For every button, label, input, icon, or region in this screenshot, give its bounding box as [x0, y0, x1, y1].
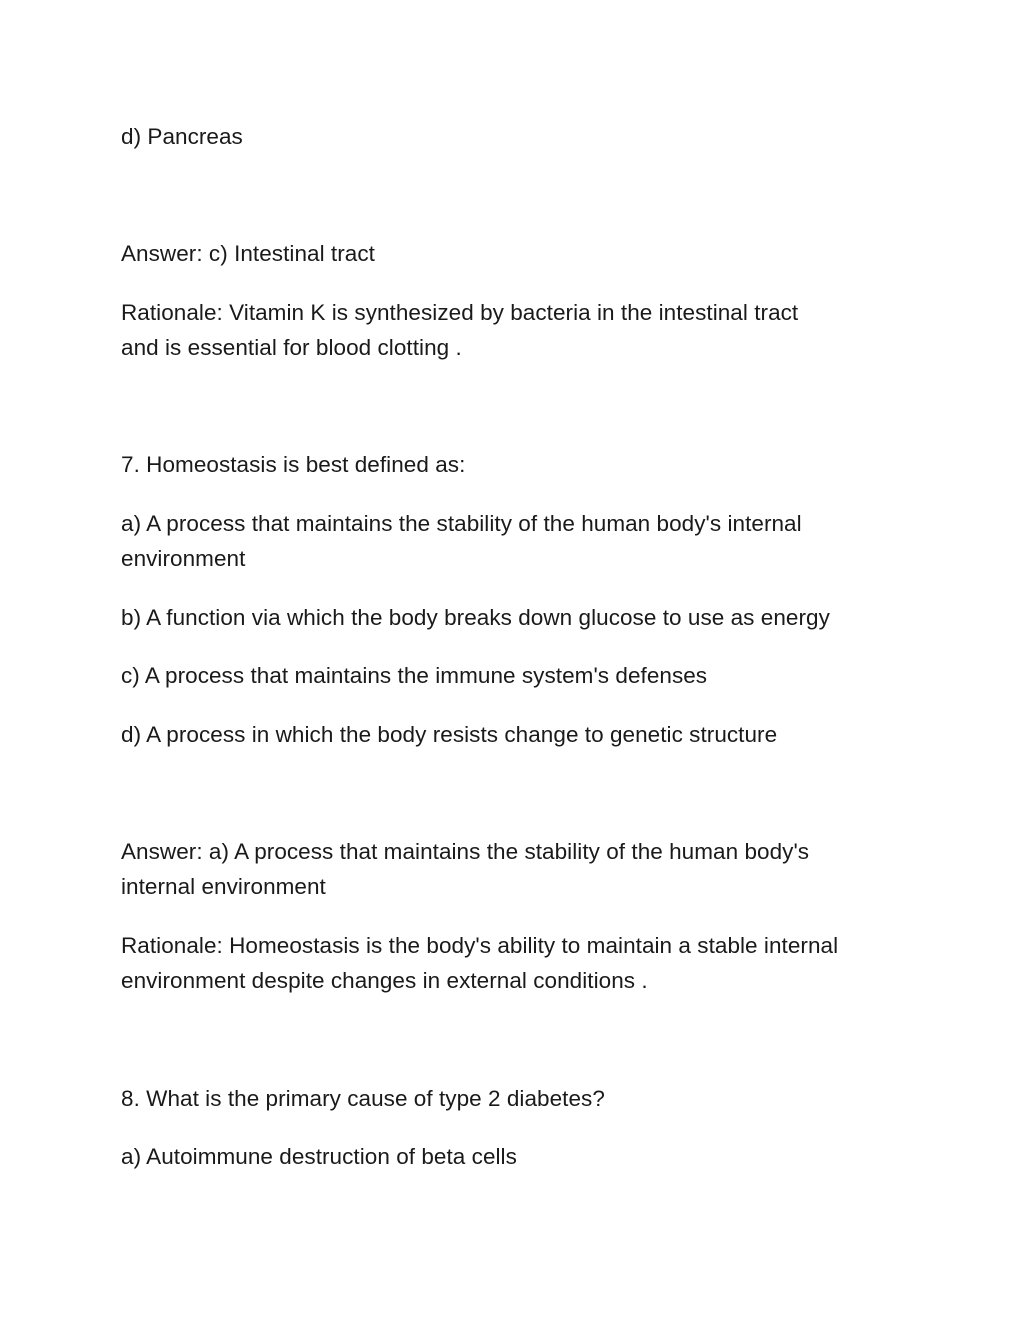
q8-question: 8. What is the primary cause of type 2 diabetes? — [121, 1086, 605, 1111]
q6-answer: Answer: c) Intestinal tract — [121, 241, 375, 266]
q7-answer-line-1: Answer: a) A process that maintains the stability of the human body's — [121, 839, 810, 864]
q7-rationale-line-2: environment despite changes in external conditions . — [121, 968, 648, 993]
q6-rationale-line-1: Rationale: Vitamin K is synthesized by bacteria in the intestinal tract — [121, 300, 799, 325]
q7-option-a-line-2: environment — [121, 546, 246, 571]
q7-answer-line-2: internal environment — [121, 874, 326, 899]
q7-option-b: b) A function via which the body breaks down glucose to use as energy — [121, 605, 830, 630]
q7-question: 7. Homeostasis is best defined as: — [121, 452, 466, 477]
q6-rationale-line-2: and is essential for blood clotting . — [121, 335, 462, 360]
q7-option-d: d) A process in which the body resists change to genetic structure — [121, 722, 778, 747]
q6-option-d: d) Pancreas — [121, 124, 243, 149]
q7-option-a-line-1: a) A process that maintains the stability of the human body's internal — [121, 511, 802, 536]
q8-option-a: a) Autoimmune destruction of beta cells — [121, 1144, 517, 1169]
q7-option-c: c) A process that maintains the immune system's defenses — [121, 663, 708, 688]
q7-rationale-line-1: Rationale: Homeostasis is the body's ability to maintain a stable internal — [121, 933, 839, 958]
